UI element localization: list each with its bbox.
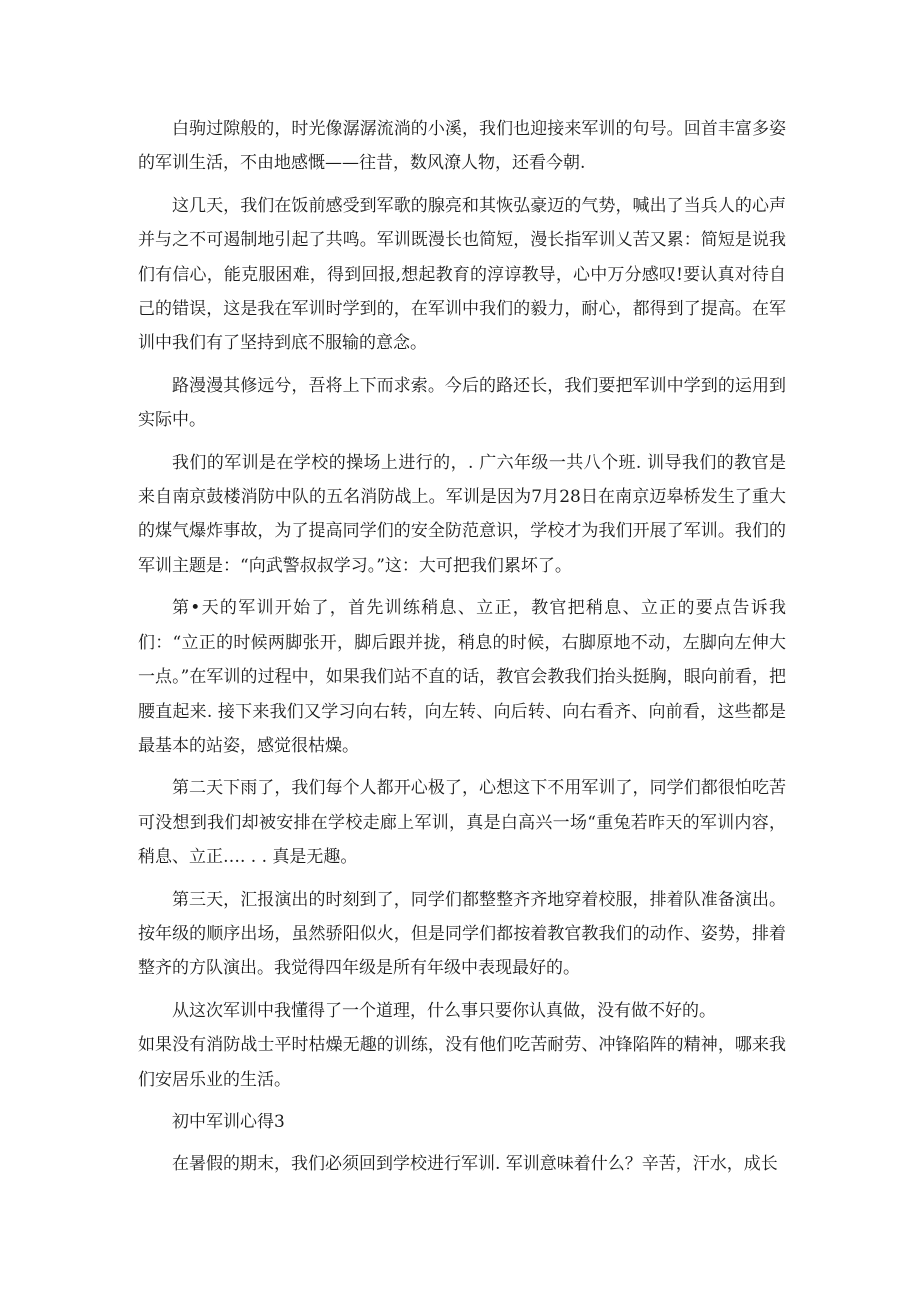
paragraph: 路漫漫其修远兮，吾将上下而求索。今后的路还长，我们要把军训中学到的运用到实际中。: [138, 375, 786, 431]
paragraph: 在暑假的期末，我们必须回到学校进行军训. 军训意味着什么？辛苦，汗水，成长: [172, 1154, 778, 1175]
paragraph: 第二天下雨了，我们每个人都开心极了，心想这下不用军训了，同学们都很怕吃苦可没想到我们却被安排在学校走廊上军训，真是白高兴一场“重兔若昨天的军训内容，稍息、立正…. . . 真是无趣。: [138, 778, 786, 868]
document-body: [138, 112, 786, 1190]
paragraph-noindent: 如果没有消防战士平时枯燥无趣的训练，没有他们吃苦耐劳、冲锋陷阵的精神，哪来我们安居乐业的生活。: [138, 1035, 786, 1090]
paragraph: 从这次军训中我懂得了一个道理，什么事只要你认真做，没有做不好的。: [172, 1000, 716, 1021]
section-heading: 初中军训心得3: [172, 1111, 285, 1132]
paragraph: 白驹过隙般的，时光像潺潺流淌的小溪，我们也迎接来军训的句号。回首丰富多姿的军训生活，不由地感慨——往昔，数风潦人物，还看今朝.: [138, 119, 786, 174]
paragraph: 我们的军训是在学校的操场上进行的，. 广六年级一共八个班. 训导我们的教官是来自南京鼓楼消防中队的五名消防战上。军训是因为7月28日在南京迈皋桥发生了重大的煤气爆炸事故，为了提高同学们的安全防范意识，学校才为我们开展了军训。我们的军训主题是：“向武警叔叔学习。”这：大可把我们累坏了。: [138, 452, 786, 576]
paragraph: 这几天，我们在饭前感受到军歌的腺亮和其恢弘豪迈的气势，喊出了当兵人的心声并与之不可遏制地引起了共鸣。军训既漫长也简短，漫长指军训乂苦又累：简短是说我们有信心，能克服困难，得到回报,想起教育的淳谆教导，心中万分感叹!要认真对待自己的错误，这是我在军训时学到的，在军训中我们的毅力，耐心，都得到了提高。在军训中我们有了坚持到底不服输的意念。: [138, 195, 786, 354]
paragraph: 第•天的军训开始了，首先训练稍息、立正，教官把稍息、立正的要点告诉我们：“立正的时候两脚张开，脚后跟并拢，稍息的时候，右脚原地不动，左脚向左伸大一点。”在军训的过程中，如果我们站不直的话，教官会教我们抬头挺胸，眼向前看，把腰直起来. 接下来我们又学习向右转，向左转、向后转、向右看齐、向前看，这些都是最基本的站姿，感觉很枯燥。: [138, 598, 786, 756]
paragraph: 第三天，汇报演出的时刻到了，同学们都整整齐齐地穿着校服，排着队准备演出。按年级的顺序出场，虽然骄阳似火，但是同学们都按着教官教我们的动作、姿势，排着整齐的方队演出。我觉得四年级是所有年级中表现最好的。: [138, 889, 786, 979]
